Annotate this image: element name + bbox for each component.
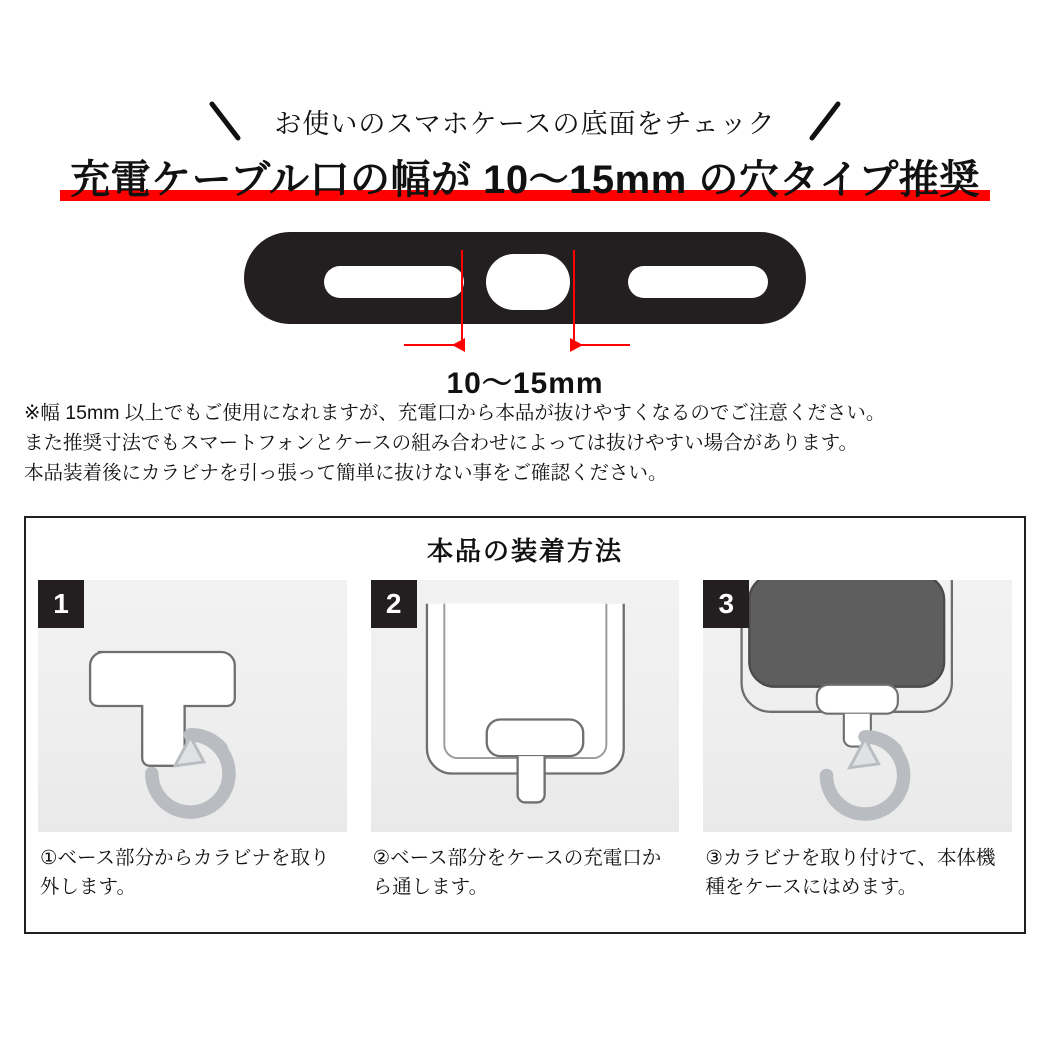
headline-text: 充電ケーブル口の幅が 10〜15mm の穴タイプ推奨 xyxy=(70,158,980,202)
step-1-illustration xyxy=(38,580,347,832)
step-3-number: 3 xyxy=(703,580,749,628)
note-paragraph xyxy=(24,398,1030,488)
step-2-illustration xyxy=(371,580,680,832)
dimension-label: 10〜15mm xyxy=(446,367,604,400)
note-line-2: また推奨寸法でもスマートフォンとケースの組み合わせによっては抜けやすい場合があります。 xyxy=(24,432,859,454)
howto-panel xyxy=(24,516,1026,934)
left-slash-icon xyxy=(208,98,248,144)
check-instruction-text: お使いのスマホケースの底面をチェック xyxy=(274,108,776,139)
step-1-number: 1 xyxy=(38,580,84,628)
howto-step-3 xyxy=(691,580,1024,936)
step-2-number: 2 xyxy=(371,580,417,628)
headline-block xyxy=(0,148,1050,205)
dimension-arrowhead-left-icon xyxy=(570,338,583,352)
step-1-caption: ①ベース部分からカラビナを取り外します。 xyxy=(40,847,330,898)
step-2-drawing xyxy=(371,580,680,832)
step-3-drawing xyxy=(703,580,1012,832)
check-instruction-row xyxy=(0,98,1050,144)
howto-steps xyxy=(26,580,1024,936)
howto-step-2 xyxy=(359,580,692,936)
dimension-arrowhead-right-icon xyxy=(452,338,465,352)
step-1-drawing xyxy=(38,580,347,832)
step-2-caption: ②ベース部分をケースの充電口から通します。 xyxy=(372,847,662,898)
plate-slot-center xyxy=(486,254,570,310)
carabiner-icon xyxy=(827,737,904,814)
note-line-3: 本品装着後にカラビナを引っ張って簡単に抜けない事をご確認ください。 xyxy=(24,462,668,484)
note-line-1: ※幅 15mm 以上でもご使用になれますが、充電口から本品が抜けやすくなるのでご注意ください。 xyxy=(24,402,886,424)
step-3-caption: ③カラビナを取り付けて、本体機種をケースにはめます。 xyxy=(705,847,996,898)
plate-slot-left xyxy=(324,266,464,298)
dimension-guide-left xyxy=(461,250,463,348)
howto-step-1 xyxy=(26,580,359,936)
step-3-illustration xyxy=(703,580,1012,832)
right-slash-icon xyxy=(802,98,842,144)
dimension-guide-right xyxy=(573,250,575,348)
plate-slot-right xyxy=(628,266,768,298)
howto-title-bar xyxy=(26,518,1024,580)
howto-title: 本品の装着方法 xyxy=(426,535,623,566)
